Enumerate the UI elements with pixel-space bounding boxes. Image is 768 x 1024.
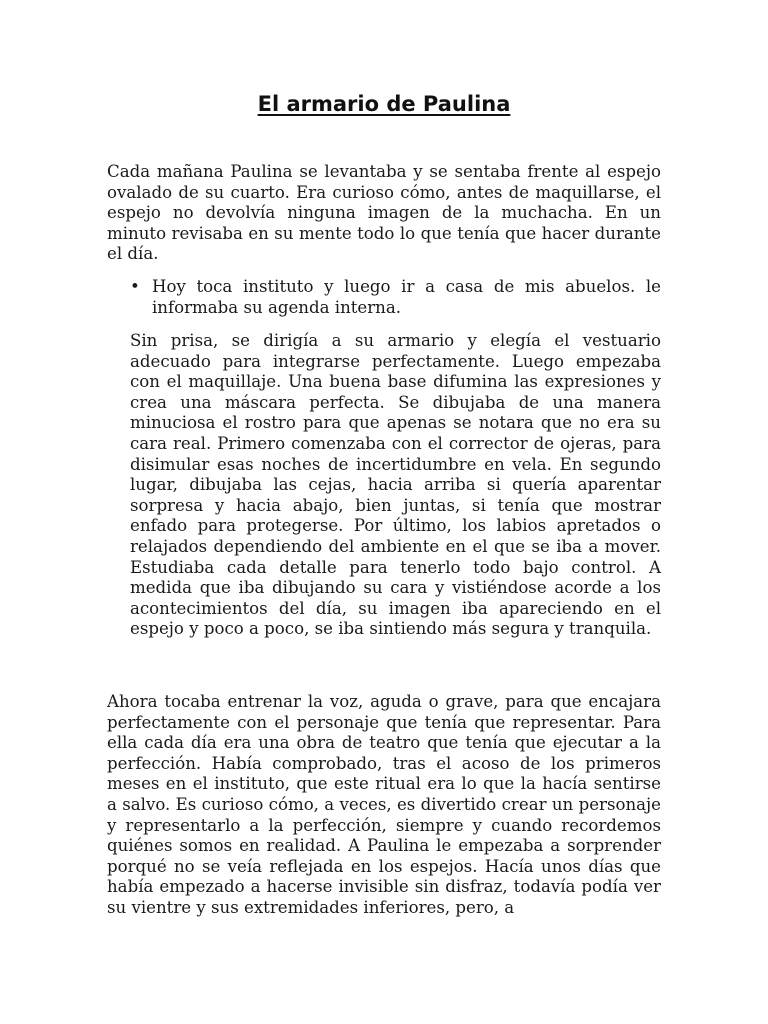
paragraph-intro: Cada mañana Paulina se levantaba y se sentaba frente al espejo ovalado de su cuarto. Era curioso cómo, antes de maquillarse, el espejo no devolvía ninguna imagen de la muchacha. En un minuto revisaba en su mente todo lo que tenía que hacer durante el día. bbox=[107, 162, 661, 264]
paragraph-voice: Ahora tocaba entrenar la voz, aguda o grave, para que encajara perfectamente con el personaje que tenía que representar. Para ella cada día era una obra de teatro que tenía que ejecutar a la perfección. Había comprobado, tras el acoso de los primeros meses en el instituto, que este ritual era lo que la hacía sentirse a salvo. Es curioso cómo, a veces, es divertido crear un personaje y representarlo a la perfección, siempre y cuando recordemos quiénes somos en realidad. A Paulina le empezaba a sorprender porqué no se veía reflejada en los espejos. Hacía unos días que había empezado a hacerse invisible sin disfraz, todavía podía ver su vientre y sus extremidades inferiores, pero, a bbox=[107, 692, 661, 917]
paragraph-routine: Sin prisa, se dirigía a su armario y elegía el vestuario adecuado para integrarse perfectamente. Luego empezaba con el maquillaje. Una buena base difumina las expresiones y crea una máscara perfecta. Se dibujaba de una manera minuciosa el rostro para que apenas se notara que no era su cara real. Primero comenzaba con el corrector de ojeras, para disimular esas noches de incertidumbre en vela. En segundo lugar, dibujaba las cejas, hacia arriba si quería aparentar sorpresa y hacia abajo, bien juntas, si tenía que mostrar enfado para protegerse. Por último, los labios apretados o relajados dependiendo del ambiente en el que se iba a mover. Estudiaba cada detalle para tenerlo todo bajo control. A medida que iba dibujando su cara y vistiéndose acorde a los acontecimientos del día, su imagen iba apareciendo en el espejo y poco a poco, se iba sintiendo más segura y tranquila. bbox=[130, 331, 661, 639]
bullet-item bbox=[130, 277, 661, 318]
bullet-list bbox=[130, 277, 661, 318]
bullet-icon: • bbox=[130, 277, 140, 296]
document-title: El armario de Paulina bbox=[257, 92, 511, 116]
bullet-item-text: Hoy toca instituto y luego ir a casa de mis abuelos. le informaba su agenda interna. bbox=[152, 277, 661, 317]
